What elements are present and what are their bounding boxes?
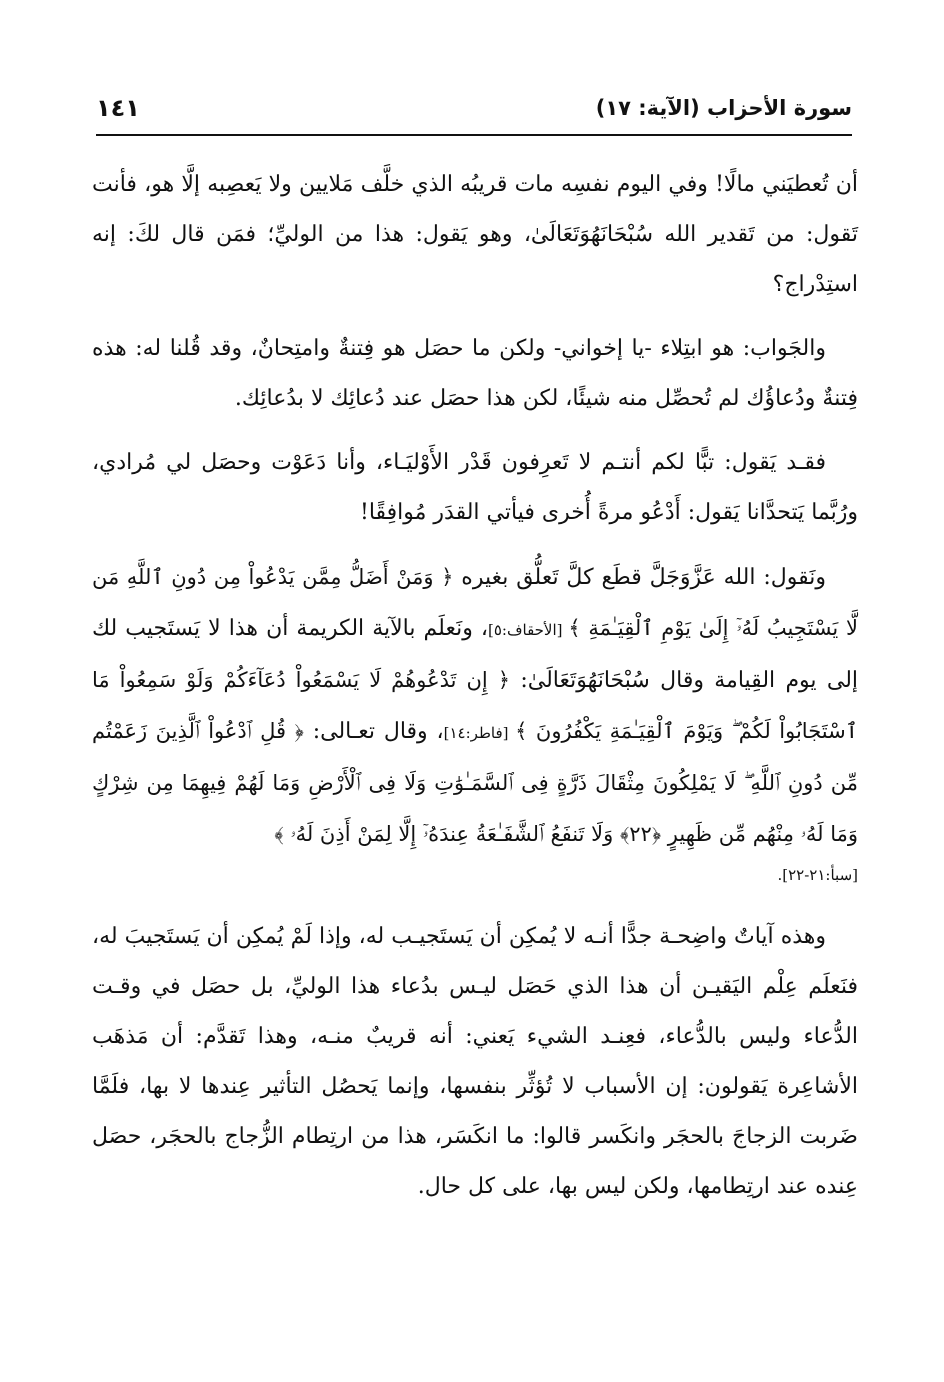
paragraph-1: أن تُعطيَني مالًا! وفي اليوم نفسِه مات قريبُه الذي خلَّف مَلايين ولا يَعصِبه إلَّا هو، فأنت تَقول: من تَقدير الله سُبْحَانَهُوَتَعَالَىٰ، وهو يَقول: هذا من الوليِّ؛ فمَن قال لكَ: إنه استِدْراج؟ [92,172,858,297]
paragraph-5: وهذه آياتٌ واضِحـة جدًّا أنـه لا يُمكِن أن يَستَجيـب له، وإذا لَمْ يُمكِن أن يَستَجيبَ له، فنَعلَم عِلْم اليَقيـن أن هذا الذي حَصَل ليـس بدُعاء هذا الوليِّ، بل حصَل في وقـت الدُّعاء وليس بالدُّعاء، فعِنـد الشيء يَعني: أنه قريبٌ منـه، وهذا تَقدَّم: أن مَذهَب الأشاعِرة يَقولون: إن الأسباب لا تُؤثِّر بنفسها، وإنما يَحصُل التأثير عِندها لا بها، فلَمَّا ضَربت الزجاجَ بالحجَر وانكَسر قالوا: ما انكَسَر، هذا من ارتِطام الزُّجاج بالحجَر، حصَل عِنده عند ارتِطامها، ولكن ليس بها، على كل حال. [92,924,859,1199]
quran-verse-3: ﴿ قُلِ ٱدْعُواْ ٱلَّذِينَ زَعَمْتُم مِّن دُونِ ٱللَّهِ ۖ لَا يَمْلِكُونَ مِثْقَالَ ذَرَّةٍ فِى ٱلسَّمَـٰوَٰتِ وَلَا فِى ٱلْأَرْضِ وَمَا لَهُمْ فِيهِمَا مِن شِرْكٍ وَمَا لَهُۥ مِنْهُم مِّن ظَهِيرٍ ﴿٢٢﴾ وَلَا تَنفَعُ ٱلشَّفَـٰعَةُ عِندَهُۥٓ إِلَّا لِمَنْ أَذِنَ لَهُۥ ﴾ [92,719,858,846]
paragraph-4-connector: ، وقال تعـالى: [303,719,444,744]
paragraph-4-intro: ونَقول: الله عَزَّوَجَلَّ قطَع كلَّ تَعلُّق بغيره [453,565,827,590]
header-divider [96,134,852,136]
citation-3: [سبأ:٢١-٢٢]. [777,866,858,884]
paragraph-3: فقـد يَقول: تبًّا لكم أنتـم لا تَعرِفون قَدْر الأَوْليَـاء، وأنا دَعَوْت وحصَل لي مُرادي، ورُبَّما يَتحدَّانا يَقول: أَدْعُو مرةً أُخرى فيأتي القدَر مُوافِقًا! [92,450,858,525]
citation-2: [فاطر:١٤] [443,724,516,742]
citation-1: [الأحقاف:٥] [487,621,569,639]
running-title: سورة الأحزاب (الآية: ١٧) [595,96,852,120]
paragraph-2: والجَواب: هو ابتِلاء -يا إخواني- ولكن ما حصَل هو فِتنةٌ وامتِحانٌ، وقد قُلنا له: هذه فِتنةٌ ودُعاؤُك لم تُحصِّل منه شيئًا، لكن هذا حصَل عند دُعائِك لا بدُعائِك. [92,336,858,411]
page-number: ١٤١ [96,94,140,122]
quran-verse-2: ﴿ إِن تَدْعُوهُمْ لَا يَسْمَعُواْ دُعَآءَكُمْ وَلَوْ سَمِعُواْ مَا ٱسْتَجَابُواْ لَكُمْ ۖ وَيَوْمَ ٱلْقِيَـٰمَةِ يَكْفُرُونَ ﴾ [92,668,858,743]
body-text [92,160,858,1226]
quran-verse-1: ﴿ وَمَنْ أَضَلُّ مِمَّن يَدْعُواْ مِن دُونِ ٱللَّهِ مَن لَّا يَسْتَجِيبُ لَهُۥٓ إِلَىٰ يَوْمِ ٱلْقِيَـٰمَةِ ﴾ [92,565,858,640]
paragraph-4-middle: ، ونَعلَم بالآية الكريمة أن هذا لا يَستَجيب لك إلى يوم القِيامة وقال سُبْحَانَهُوَتَعَالَىٰ: [92,616,859,693]
paragraph-4 [92,552,858,860]
page-header [96,88,852,128]
